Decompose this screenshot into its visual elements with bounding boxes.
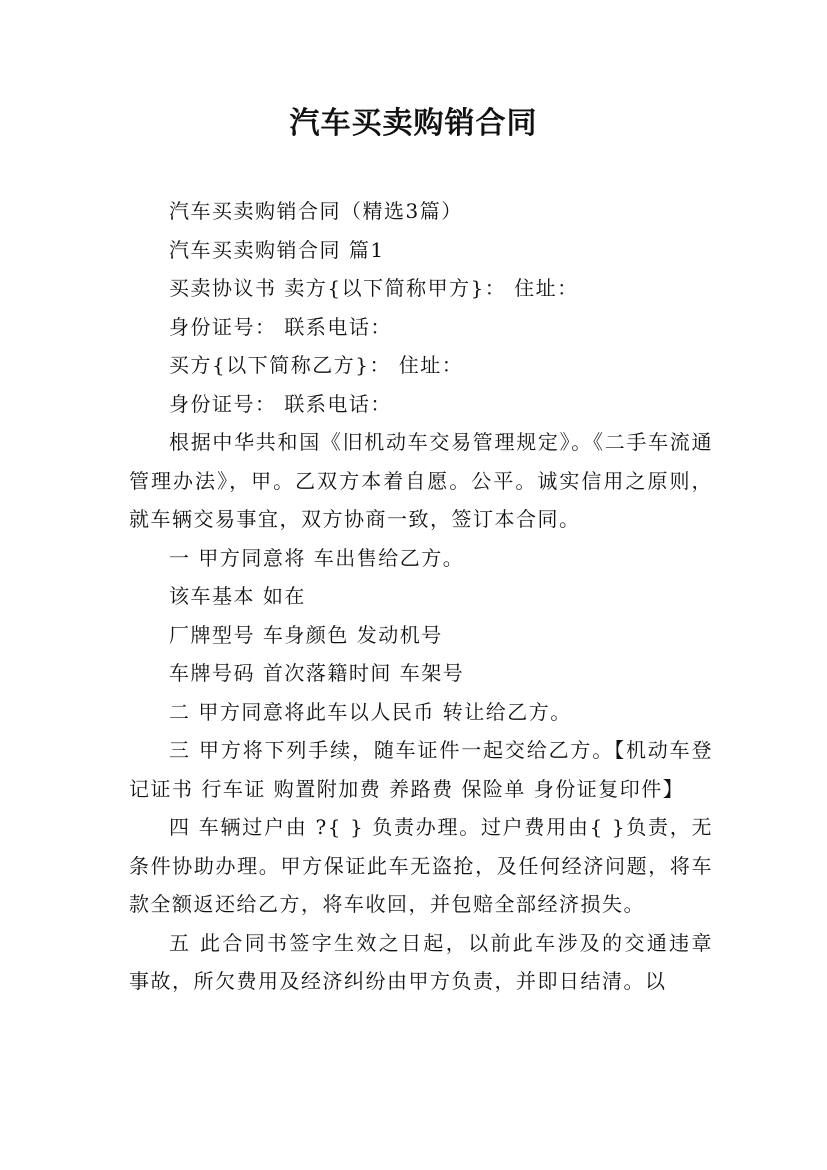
- document-title: 汽车买卖购销合同: [289, 106, 538, 141]
- paragraph-section-heading: 汽车买卖购销合同 篇1: [169, 237, 385, 262]
- paragraph-clause-1: 一 甲方同意将 车出售给乙方。: [169, 545, 465, 570]
- paragraph-vehicle-model: 厂牌型号 车身颜色 发动机号: [169, 622, 443, 647]
- document-body: [129, 192, 713, 1001]
- paragraph-clause-3: 三 甲方将下列手续，随车证件一起交给乙方。【机动车登记证书 行车证 购置附加费 养路费 保险单 身份证复印件】: [129, 738, 713, 801]
- paragraph-clause-5: 五 此合同书签字生效之日起，以前此车涉及的交通违章事故，所欠费用及经济纠纷由甲方负责，并即日结清。以: [129, 930, 713, 993]
- paragraph-vehicle-plate: 车牌号码 首次落籍时间 车架号: [169, 661, 465, 685]
- paragraph-seller: 买卖协议书 卖方{以下简称甲方}： 住址：: [169, 276, 579, 300]
- paragraph-subtitle: 汽车买卖购销合同（精选3篇）: [169, 199, 463, 223]
- paragraph-vehicle-basic: 该车基本 如在: [169, 584, 306, 608]
- paragraph-seller-id: 身份证号： 联系电话：: [169, 314, 392, 339]
- paragraph-preamble: 根据中华共和国《旧机动车交易管理规定》。《二手车流通管理办法》，甲。乙双方本着自愿。公平。诚实信用之原则，就车辆交易事宜，双方协商一致，签订本合同。: [129, 430, 713, 531]
- paragraph-clause-4: 四 车辆过户由 ?{ } 负责办理。过户费用由{ }负责，无条件协助办理。甲方保证此车无盗抢，及任何经济问题，将车款全额返还给乙方，将车收回，并包赔全部经济损失。: [129, 815, 713, 916]
- paragraph-buyer-id: 身份证号： 联系电话：: [169, 391, 392, 416]
- paragraph-clause-2: 二 甲方同意将此车以人民币 转让给乙方。: [169, 699, 572, 724]
- paragraph-buyer: 买方{以下简称乙方}： 住址：: [169, 353, 464, 377]
